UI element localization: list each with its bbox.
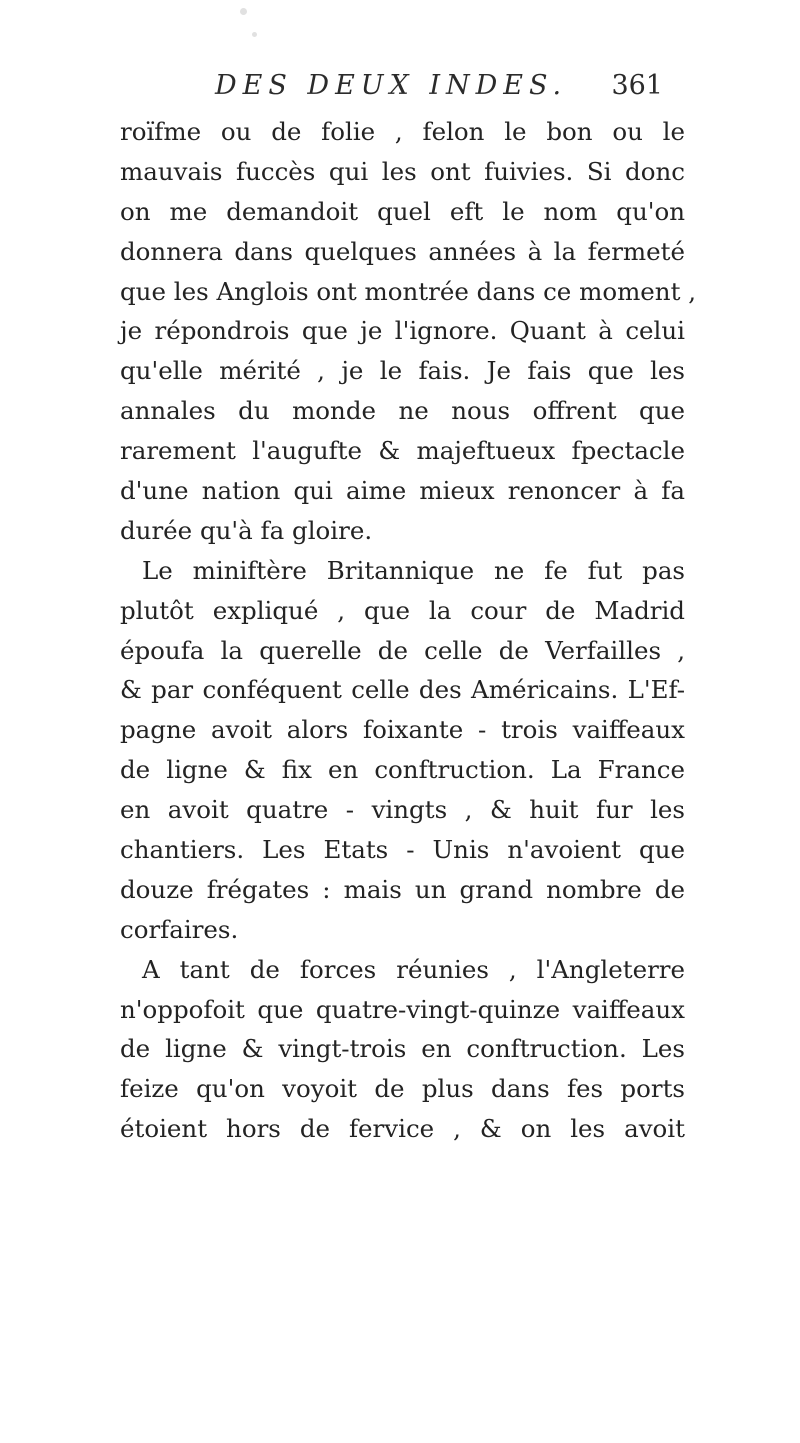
text-line: Le miniftère Britannique ne fe fut pas	[142, 555, 685, 585]
text-line: époufa la querelle de celle de Verfailles ,	[120, 635, 685, 665]
paragraph	[120, 950, 685, 1149]
text-line: d'une nation qui aime mieux renoncer à fa	[120, 476, 685, 506]
text-line: de ligne & vingt-trois en conftruction. Les	[120, 1034, 685, 1064]
text-line: roïfme ou de folie , felon le bon ou le	[120, 117, 685, 146]
text-line: qu'elle mérité , je le fais. Je fais que les	[120, 356, 685, 386]
text-line: je répondrois que je l'ignore. Quant à celui	[120, 316, 685, 346]
text-line: & par conféquent celle des Américains. L'Ef-	[120, 675, 685, 705]
running-title: DES DEUX INDES.	[215, 70, 568, 101]
text-line: douze frégates : mais un grand nombre de	[120, 874, 685, 904]
text-line: donnera dans quelques années à la fermeté	[120, 236, 685, 266]
body-text	[120, 112, 697, 1149]
text-line: corfaires.	[120, 914, 239, 944]
paper-stain	[240, 8, 247, 15]
text-line: mauvais fuccès qui les ont fuivies. Si donc	[120, 156, 685, 186]
paragraph	[120, 551, 685, 950]
text-line: annales du monde ne nous offrent que	[120, 396, 685, 426]
text-line: A tant de forces réunies , l'Angleterre	[142, 954, 685, 984]
text-line: n'oppofoit que quatre-vingt-quinze vaiffeaux	[120, 994, 685, 1024]
text-line: feize qu'on voyoit de plus dans fes ports	[120, 1074, 685, 1104]
paper-stain	[252, 32, 257, 37]
text-line: on me demandoit quel eft le nom qu'on	[120, 196, 685, 226]
text-line: pagne avoit alors foixante - trois vaiffeaux	[120, 715, 685, 745]
text-line: en avoit quatre - vingts , & huit fur les	[120, 795, 685, 825]
paragraph	[120, 112, 697, 551]
running-header	[215, 68, 663, 108]
page-number: 361	[611, 70, 663, 101]
text-line: rarement l'augufte & majeftueux fpectacle	[120, 436, 685, 466]
text-line: plutôt expliqué , que la cour de Madrid	[120, 595, 685, 625]
text-line: que les Anglois ont montrée dans ce moment ,	[120, 276, 697, 306]
text-line: chantiers. Les Etats - Unis n'avoient que	[120, 835, 685, 865]
text-line: étoient hors de fervice , & on les avoit	[120, 1114, 685, 1144]
text-line: de ligne & fix en conftruction. La France	[120, 755, 685, 785]
text-line: durée qu'à fa gloire.	[120, 515, 373, 545]
